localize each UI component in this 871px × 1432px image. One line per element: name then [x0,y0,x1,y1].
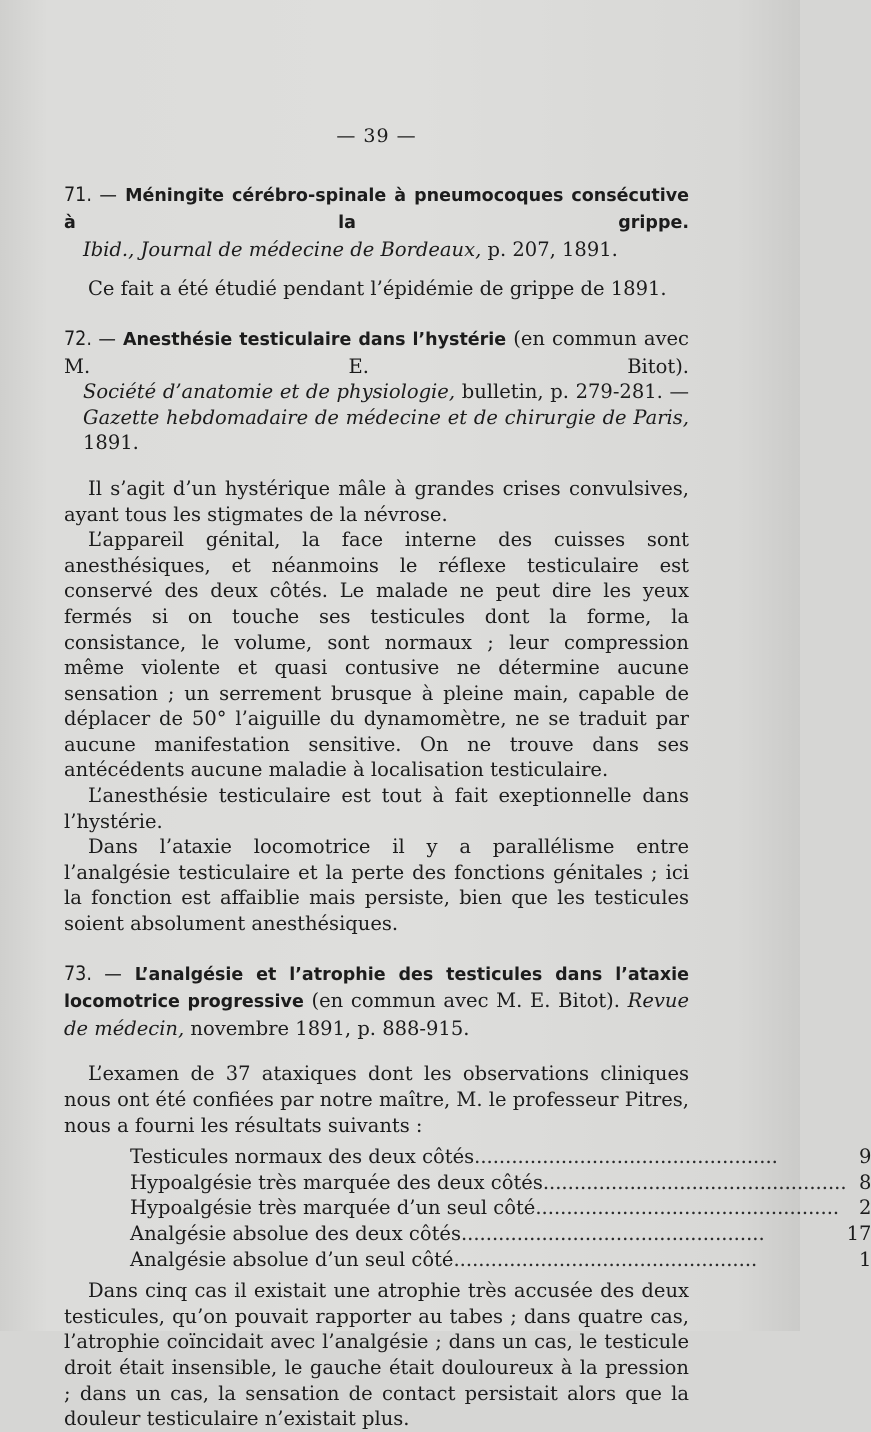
entry-72-ref-3: Gazette hebdomadaire de médecine et de chirurgie de Paris, [83,405,689,429]
entry-73-intro: L’examen de 37 ataxiques dont les observations cliniques nous ont été confiées par notre maître, M. le professeur Pitres, nous a fourni les résultats suivants : [64,1062,689,1137]
entry-72-paragraph: L’appareil génital, la face interne des cuisses sont anesthésiques, et néanmoins le réflexe testiculaire est conservé des deux côtés. Le malade ne peut dire les yeux fermés si on touche ses testicules dont la forme, la consistance, le volume, sont normaux ; leur compression même violente et quasi contusive ne détermine aucune sensation ; un serrement brusque à pleine main, capable de déplacer de 50° l’aiguille du dynamomètre, ne se traduit par aucune manifestation sensitive. On ne trouve dans ses antécédents aucune maladie à localisation testiculaire. [64,528,689,782]
result-label: Analgésie absolue d’un seul côté [130,1247,454,1271]
entry-73-ref-journal: Revue de médecin, [64,989,690,1040]
entry-71-reference [64,237,689,263]
result-value: 2 [858,1196,871,1220]
entry-72-ref-2: bulletin, p. 279-281. — [461,380,690,404]
entry-71-heading [64,182,689,237]
bibliography-entry-72 [64,326,689,456]
page-number: — 39 — [336,125,417,147]
entry-72-number: 72. — [64,326,116,350]
table-row: Testicules normaux des deux côtés................................................. 9 [130,1145,871,1169]
entry-72-title: Anesthésie testiculaire dans l’hystérie [122,329,507,350]
entry-72-heading [64,326,689,379]
entry-71-text: Ce fait a été étudié pendant l’épidémie de grippe de 1891. [88,277,667,301]
entry-71-title: Méningite cérébro-spinale à pneumocoques consécutive à la grippe. [64,185,689,234]
entry-72-title-rest: (en commun avec M. E. Bitot). [64,326,689,378]
bibliography-entry-71 [64,182,689,263]
result-value: 8 [858,1170,871,1194]
entry-73-ref-rest: novembre 1891, p. 888-915. [190,1016,470,1040]
entry-73-heading [64,961,689,1042]
table-row: Hypoalgésie très marquée d’un seul côté................................................. 2 [130,1196,871,1220]
entry-71-number: 71. — [64,182,117,206]
result-label: Hypoalgésie très marquée d’un seul côté [130,1196,536,1220]
entry-73-title-rest: (en commun avec M. E. Bitot). [311,989,620,1013]
entry-72-paragraph: Il s’agit d’un hystérique mâle à grandes crises convulsives, ayant tous les stigmates de la névrose. [64,476,689,526]
result-value: 9 [858,1145,871,1169]
entry-73-conclusion: Dans cinq cas il existait une atrophie très accusée des deux testicules, qu’on pouvait rapporter au tabes ; dans quatre cas, l’atrophie coïncidait avec l’analgésie ; dans un cas, le testicule droit était insensible, le gauche était douloureux à la pression ; dans un cas, la sensation de contact persistait alors que la douleur testiculaire n’existait plus. [64,1279,689,1431]
result-value: 1 [858,1247,871,1271]
table-row: Analgésie absolue d’un seul côté................................................. 1 [130,1247,871,1271]
entry-72-ref-1: Société d’anatomie et de physiologie, [83,380,456,404]
entry-71-ref-rest: p. 207, 1891. [487,237,618,261]
results-table [130,1144,871,1272]
entry-72-paragraph: Dans l’ataxie locomotrice il y a parallélisme entre l’analgésie testiculaire et la perte des fonctions génitales ; ici la fonction est affaiblie mais persiste, bien que les testicules soient absolument anesthésiques. [64,835,689,936]
result-label: Testicules normaux des deux côtés [130,1145,475,1169]
entry-72-paragraph: L’anesthésie testiculaire est tout à fait exeptionnelle dans l’hystérie. [64,784,689,833]
result-label: Hypoalgésie très marquée des deux côtés [130,1170,543,1194]
entry-73-number: 73. — [64,961,122,985]
entry-71-ref-ibid: Ibid., Journal de médecine de Bordeaux, [83,237,482,261]
entry-72-reference [64,379,689,456]
result-label: Analgésie absolue des deux côtés [130,1221,461,1245]
page-content [64,124,871,1432]
bibliography-entry-73 [64,961,689,1042]
table-row: Hypoalgésie très marquée des deux côtés................................................. 8 [130,1170,871,1194]
table-row: Analgésie absolue des deux côtés................................................. 17 [130,1221,871,1245]
entry-73-title: L’analgésie et l’atrophie des testicules dans l’ataxie locomotrice progressive [64,964,689,1013]
result-value: 17 [846,1221,871,1245]
entry-72-ref-4: 1891. [83,431,139,455]
